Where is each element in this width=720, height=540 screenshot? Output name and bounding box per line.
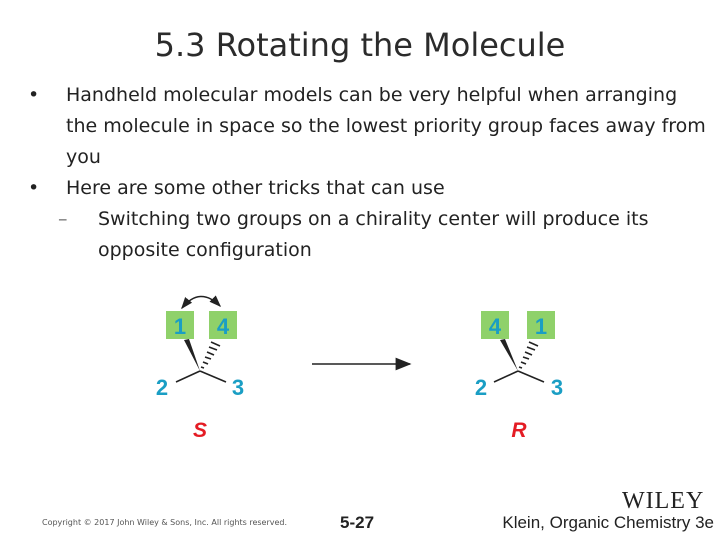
page-number: 5-27 bbox=[340, 513, 375, 532]
right-molecule bbox=[475, 311, 563, 442]
bullet-text: Handheld molecular models can be very helpful when arranging the molecule in space so the lowest priority group faces away from you bbox=[66, 84, 706, 168]
bullet-dot-icon: • bbox=[28, 177, 40, 199]
group-label: 1 bbox=[173, 314, 187, 339]
bond-line bbox=[200, 371, 226, 382]
hash-bond bbox=[201, 342, 220, 368]
bond-line bbox=[518, 371, 544, 382]
group-label: 4 bbox=[216, 314, 230, 339]
bond-line bbox=[176, 371, 200, 382]
left-molecule bbox=[156, 296, 244, 442]
wedge-bond bbox=[184, 339, 200, 371]
hash-bond bbox=[519, 342, 538, 368]
bond-line bbox=[494, 371, 518, 382]
configuration-label: S bbox=[192, 419, 208, 442]
group-label: 2 bbox=[155, 375, 169, 400]
wedge-bond bbox=[500, 339, 518, 371]
swap-arrow-icon bbox=[182, 296, 220, 308]
sub-bullet-text: Switching two groups on a chirality center will produce its opposite configuration bbox=[98, 208, 649, 261]
group-label: 2 bbox=[474, 375, 488, 400]
group-label: 3 bbox=[231, 375, 245, 400]
copyright-text: Copyright © 2017 John Wiley & Sons, Inc. All rights reserved. bbox=[42, 518, 288, 527]
group-label: 3 bbox=[550, 375, 564, 400]
bullet-text: Here are some other tricks that can use bbox=[66, 177, 445, 199]
publisher-logo: WILEY bbox=[622, 488, 705, 514]
dash-icon: – bbox=[58, 208, 68, 230]
book-title: Klein, Organic Chemistry 3e bbox=[502, 513, 714, 532]
configuration-label: R bbox=[511, 419, 527, 442]
group-label: 1 bbox=[534, 314, 548, 339]
group-label: 4 bbox=[488, 314, 502, 339]
bullet-dot-icon: • bbox=[28, 84, 40, 106]
slide-title: 5.3 Rotating the Molecule bbox=[154, 26, 566, 64]
